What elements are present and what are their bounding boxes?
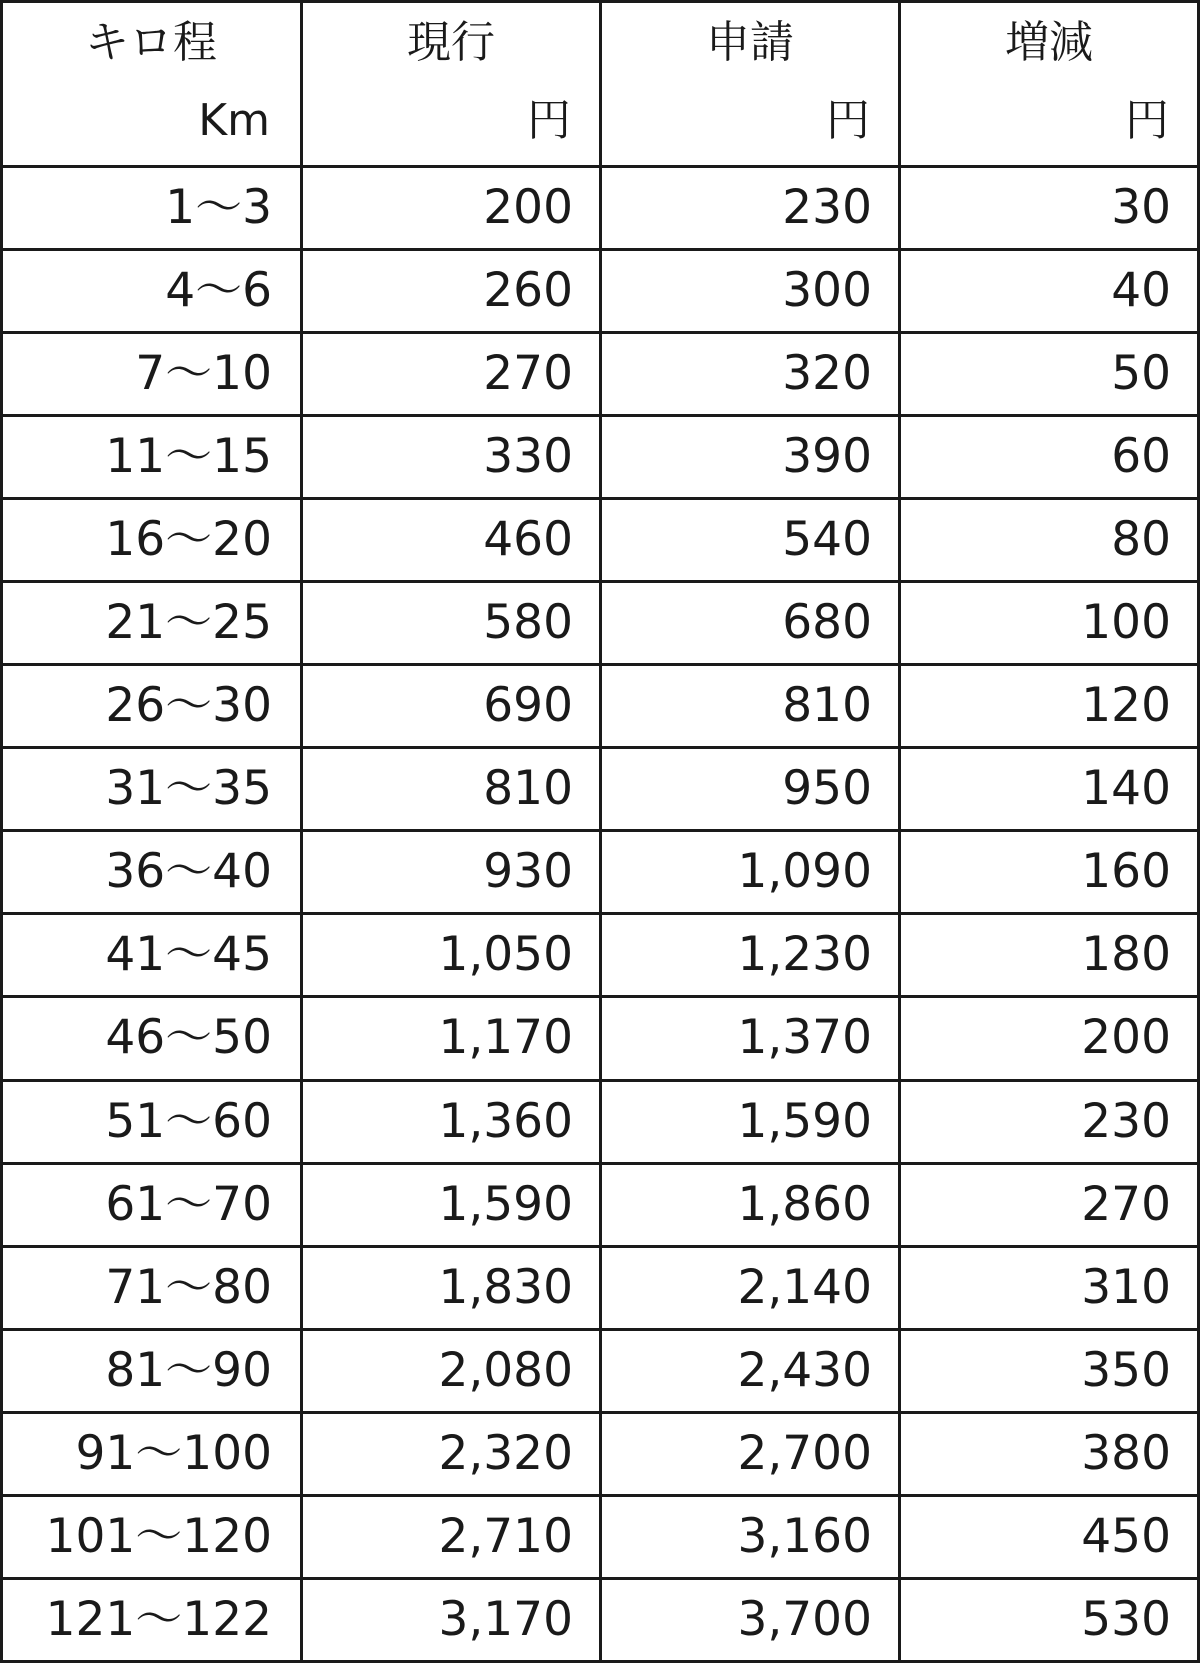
cell-distance-range: 36〜40 (2, 831, 302, 914)
cell-current-fare: 3,170 (302, 1578, 601, 1661)
header-unit-applied: 円 (826, 95, 870, 146)
cell-applied-fare: 2,700 (601, 1412, 900, 1495)
cell-applied-fare: 1,860 (601, 1163, 900, 1246)
table-row (2, 250, 1199, 333)
header-cell-change (900, 2, 1199, 167)
cell-applied-fare: 950 (601, 748, 900, 831)
cell-distance-range: 7〜10 (2, 333, 302, 416)
cell-current-fare: 270 (302, 333, 601, 416)
cell-current-fare: 580 (302, 582, 601, 665)
table-row (2, 914, 1199, 997)
table-row (2, 1329, 1199, 1412)
header-row (2, 2, 1199, 167)
cell-current-fare: 690 (302, 665, 601, 748)
cell-distance-range: 4〜6 (2, 250, 302, 333)
header-unit-current: 円 (527, 95, 571, 146)
cell-fare-change: 140 (900, 748, 1199, 831)
cell-distance-range: 11〜15 (2, 416, 302, 499)
cell-fare-change: 30 (900, 167, 1199, 250)
cell-applied-fare: 390 (601, 416, 900, 499)
cell-applied-fare: 2,140 (601, 1246, 900, 1329)
table-row (2, 831, 1199, 914)
cell-applied-fare: 1,090 (601, 831, 900, 914)
cell-distance-range: 61〜70 (2, 1163, 302, 1246)
header-cell-distance (2, 2, 302, 167)
cell-fare-change: 60 (900, 416, 1199, 499)
cell-fare-change: 310 (900, 1246, 1199, 1329)
cell-current-fare: 2,080 (302, 1329, 601, 1412)
cell-fare-change: 270 (900, 1163, 1199, 1246)
table-row (2, 582, 1199, 665)
cell-applied-fare: 230 (601, 167, 900, 250)
cell-fare-change: 530 (900, 1578, 1199, 1661)
cell-fare-change: 50 (900, 333, 1199, 416)
cell-current-fare: 930 (302, 831, 601, 914)
table-row (2, 665, 1199, 748)
header-title-current: 現行 (407, 17, 495, 68)
cell-distance-range: 1〜3 (2, 167, 302, 250)
cell-fare-change: 450 (900, 1495, 1199, 1578)
cell-current-fare: 1,830 (302, 1246, 601, 1329)
table-body (2, 167, 1199, 1662)
table-row (2, 1495, 1199, 1578)
cell-distance-range: 81〜90 (2, 1329, 302, 1412)
cell-distance-range: 46〜50 (2, 997, 302, 1080)
cell-applied-fare: 2,430 (601, 1329, 900, 1412)
cell-distance-range: 21〜25 (2, 582, 302, 665)
cell-current-fare: 1,050 (302, 914, 601, 997)
header-title-distance: キロ程 (85, 17, 217, 68)
table-row (2, 748, 1199, 831)
table-header (2, 2, 1199, 167)
header-title-applied: 申請 (706, 17, 794, 68)
header-title-change: 増減 (1005, 17, 1093, 68)
cell-applied-fare: 1,590 (601, 1080, 900, 1163)
cell-applied-fare: 540 (601, 499, 900, 582)
table-row (2, 1412, 1199, 1495)
cell-applied-fare: 300 (601, 250, 900, 333)
header-cell-applied (601, 2, 900, 167)
cell-fare-change: 350 (900, 1329, 1199, 1412)
cell-distance-range: 26〜30 (2, 665, 302, 748)
cell-fare-change: 160 (900, 831, 1199, 914)
cell-current-fare: 1,590 (302, 1163, 601, 1246)
table-row (2, 1080, 1199, 1163)
cell-fare-change: 230 (900, 1080, 1199, 1163)
cell-applied-fare: 320 (601, 333, 900, 416)
cell-distance-range: 16〜20 (2, 499, 302, 582)
cell-distance-range: 101〜120 (2, 1495, 302, 1578)
cell-distance-range: 91〜100 (2, 1412, 302, 1495)
cell-current-fare: 2,710 (302, 1495, 601, 1578)
cell-current-fare: 200 (302, 167, 601, 250)
table-row (2, 416, 1199, 499)
header-cell-current (302, 2, 601, 167)
cell-current-fare: 460 (302, 499, 601, 582)
cell-applied-fare: 3,160 (601, 1495, 900, 1578)
cell-fare-change: 180 (900, 914, 1199, 997)
cell-current-fare: 1,360 (302, 1080, 601, 1163)
cell-distance-range: 41〜45 (2, 914, 302, 997)
cell-fare-change: 100 (900, 582, 1199, 665)
header-unit-change: 円 (1125, 95, 1169, 146)
table-row (2, 1246, 1199, 1329)
cell-current-fare: 810 (302, 748, 601, 831)
cell-distance-range: 71〜80 (2, 1246, 302, 1329)
cell-fare-change: 40 (900, 250, 1199, 333)
table-row (2, 1163, 1199, 1246)
table-row (2, 1578, 1199, 1661)
table-row (2, 333, 1199, 416)
cell-applied-fare: 1,230 (601, 914, 900, 997)
cell-fare-change: 200 (900, 997, 1199, 1080)
table-row (2, 499, 1199, 582)
cell-applied-fare: 810 (601, 665, 900, 748)
cell-distance-range: 31〜35 (2, 748, 302, 831)
cell-current-fare: 260 (302, 250, 601, 333)
header-unit-distance: Km (198, 95, 270, 146)
cell-fare-change: 380 (900, 1412, 1199, 1495)
cell-applied-fare: 680 (601, 582, 900, 665)
cell-applied-fare: 3,700 (601, 1578, 900, 1661)
table-row (2, 997, 1199, 1080)
cell-fare-change: 80 (900, 499, 1199, 582)
table-row (2, 167, 1199, 250)
cell-current-fare: 330 (302, 416, 601, 499)
cell-applied-fare: 1,370 (601, 997, 900, 1080)
cell-distance-range: 121〜122 (2, 1578, 302, 1661)
cell-current-fare: 2,320 (302, 1412, 601, 1495)
cell-fare-change: 120 (900, 665, 1199, 748)
cell-current-fare: 1,170 (302, 997, 601, 1080)
cell-distance-range: 51〜60 (2, 1080, 302, 1163)
